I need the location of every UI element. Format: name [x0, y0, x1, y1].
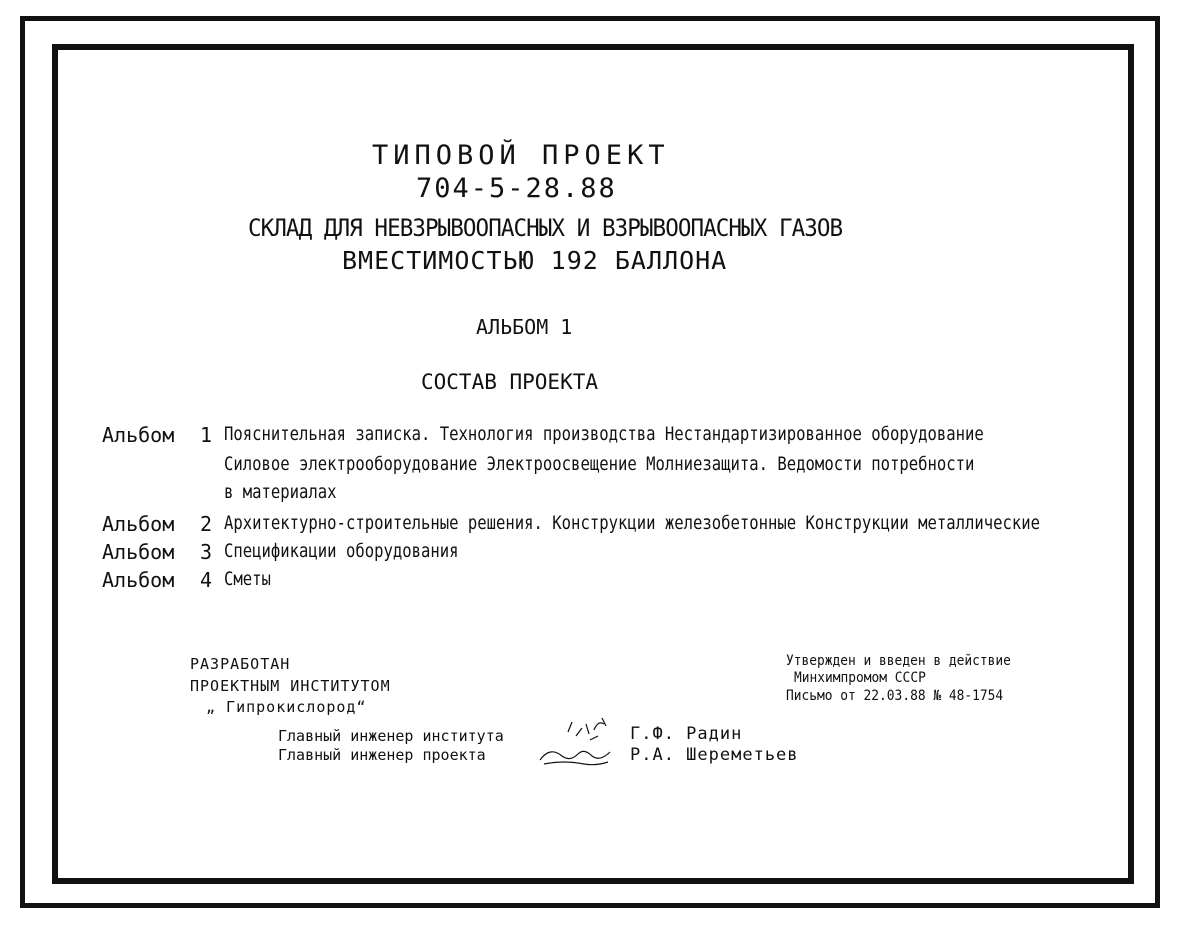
signature-icon [536, 742, 616, 768]
album-description-line: Сметы [224, 568, 271, 590]
developer-line: ПРОЕКТНЫМ ИНСТИТУТОМ [190, 677, 391, 695]
album-label: Альбом [102, 568, 175, 592]
album-description-line: Силовое электрооборудование Электроосвещение Молниезащита. Ведомости потребности [224, 453, 975, 475]
album-description-line: в материалах [224, 481, 337, 503]
album-description-line: Пояснительная записка. Технология производства Нестандартизированное оборудование [224, 423, 984, 445]
album-label: Альбом [102, 512, 175, 536]
engineer-role: Главный инженер проекта [278, 746, 486, 764]
approval-line: Утвержден и введен в действие [786, 653, 1011, 669]
approval-letter: Письмо от 22.03.88 № 48-1754 [786, 688, 1004, 704]
album-number: 2 [200, 512, 213, 536]
developer-institute: „ Гипрокислород“ [206, 698, 367, 716]
album-description-line: Архитектурно-строительные решения. Конструкции железобетонные Конструкции металлические [224, 512, 1041, 534]
album-number: 4 [200, 568, 213, 592]
project-name-line2: ВМЕСТИМОСТЬЮ 192 БАЛЛОНА [342, 246, 728, 275]
album-number: 3 [200, 540, 213, 564]
album-description-line: Спецификации оборудования [224, 540, 459, 562]
album-number: 1 [200, 423, 213, 447]
developer-line: РАЗРАБОТАН [190, 655, 291, 673]
approval-line: Минхимпромом СССР [794, 670, 926, 686]
document-type-title: ТИПОВОЙ ПРОЕКТ [372, 140, 670, 171]
project-name-line1: СКЛАД ДЛЯ НЕВЗРЫВООПАСНЫХ И ВЗРЫВООПАСНЫХ ГАЗОВ [248, 214, 843, 242]
album-label: Альбом [102, 540, 175, 564]
album-heading: АЛЬБОМ 1 [476, 315, 573, 339]
album-label: Альбом [102, 423, 175, 447]
engineer-name: Г.Ф. Радин [630, 724, 743, 744]
engineer-name: Р.А. Шереметьев [630, 745, 799, 765]
project-number: 704-5-28.88 [416, 173, 617, 204]
engineer-role: Главный инженер института [278, 727, 504, 745]
contents-heading: СОСТАВ ПРОЕКТА [421, 370, 599, 394]
